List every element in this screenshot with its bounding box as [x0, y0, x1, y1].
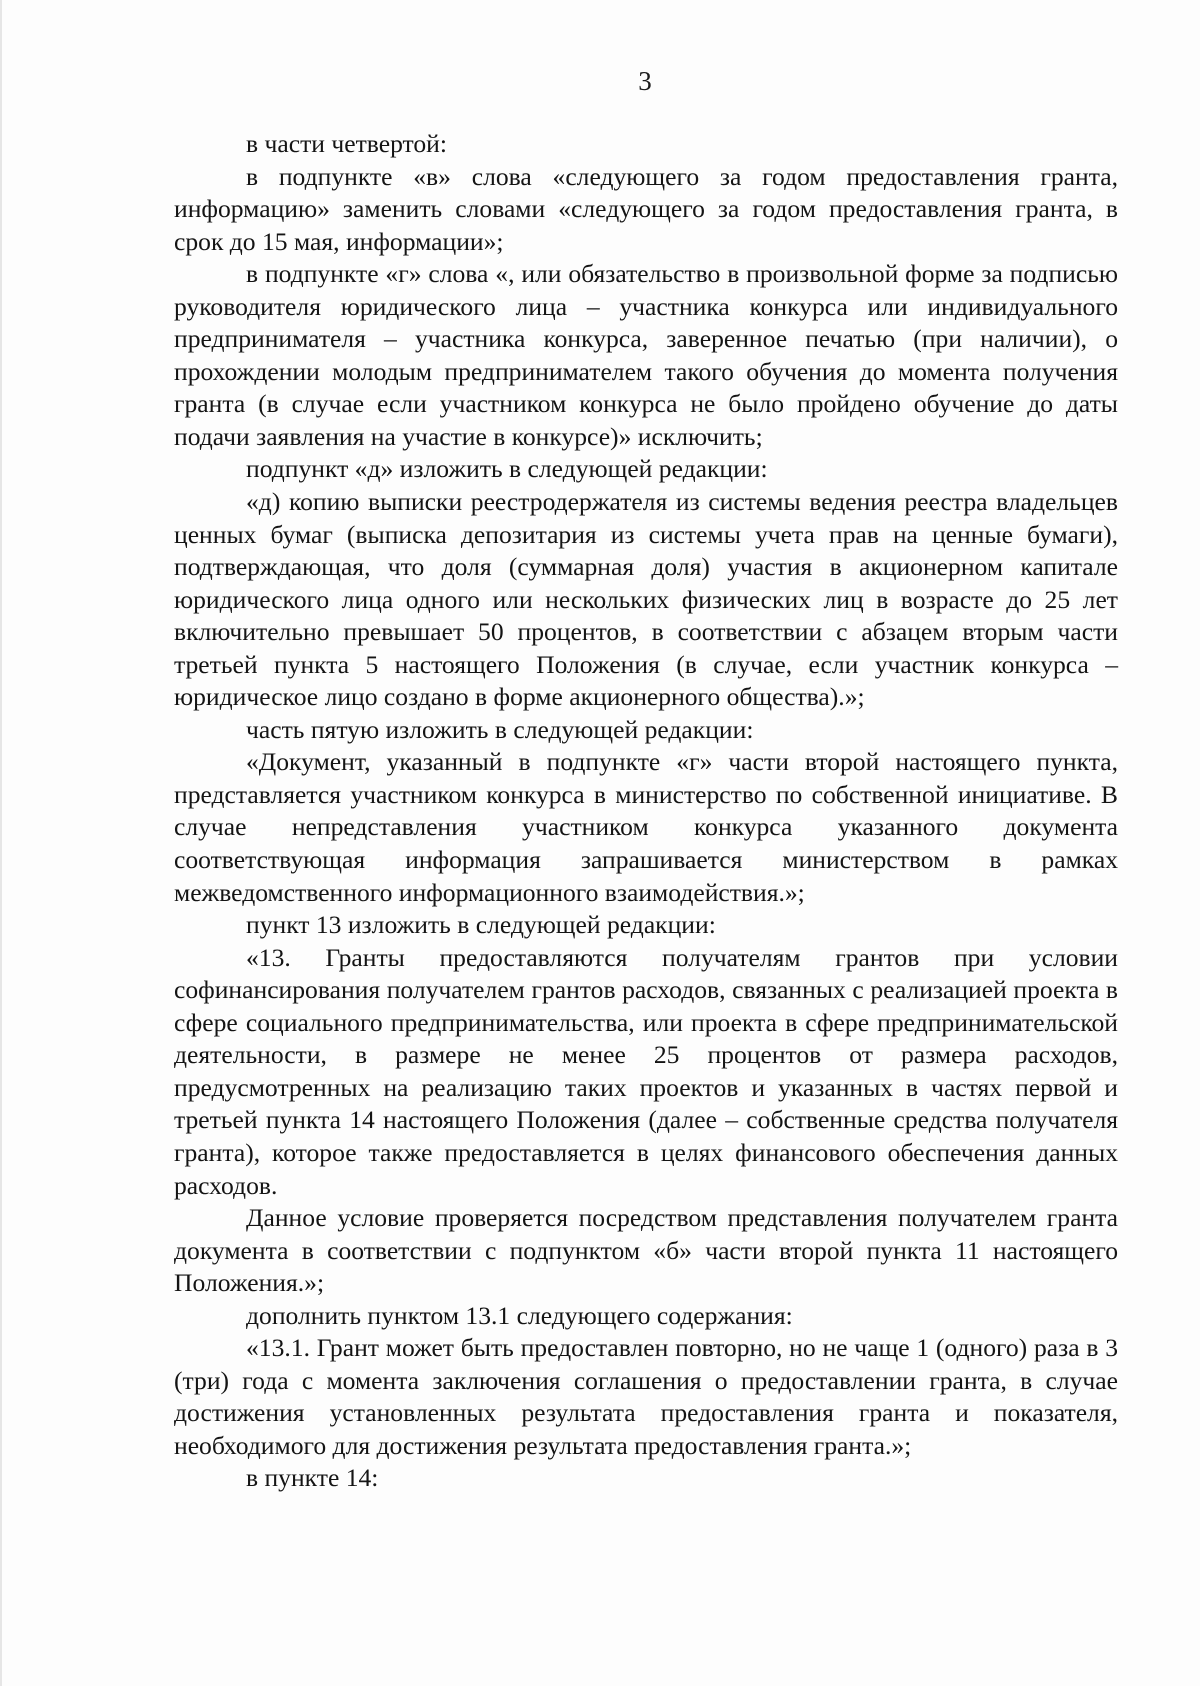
paragraph: подпункт «д» изложить в следующей редакции: — [246, 454, 768, 484]
paragraph: «13.1. Грант может быть предоставлен повторно, но не чаще 1 (одного) раза в 3 (три) года с момента заключения соглашения о предоставлении гранта, в случае достижения установленных результата предоставления гранта и показателя, необходимого для достижения результата предоставления гранта.»; — [174, 1333, 1118, 1460]
paragraph: «Документ, указанный в подпункте «г» части второй настоящего пункта, представляется участником конкурса в министерство по собственной инициативе. В случае непредставления участником конкурса указанного документа соответствующая информация запрашивается министерством в рамках межведомственного информационного взаимодействия.»; — [174, 747, 1118, 907]
paragraph: «д) копию выписки реестродержателя из системы ведения реестра владельцев ценных бумаг (выписка депозитария из системы учета прав на ценные бумаги), подтверждающая, что доля (суммарная доля) участия в акционерном капитале юридического лица одного или нескольких физических лиц в возрасте до 25 лет включительно превышает 50 процентов, в соответствии с абзацем вторым части третьей пункта 5 настоящего Положения (в случае, если участник конкурса – юридическое лицо создано в форме акционерного общества).»; — [174, 487, 1118, 712]
paragraph: в подпункте «г» слова «, или обязательство в произвольной форме за подписью руководителя юридического лица – участника конкурса или индивидуального предпринимателя – участника конкурса, заверенное печатью (при наличии), о прохождении молодым предпринимателем такого обучения до момента получения гранта (в случае если участником конкурса не было пройдено обучение до даты подачи заявления на участие в конкурсе)» исключить; — [174, 259, 1118, 451]
paragraph: в подпункте «в» слова «следующего за годом предоставления гранта, информацию» заменить словами «следующего за годом предоставления гранта, в срок до 15 мая, информации»; — [174, 161, 1118, 256]
paragraph: Данное условие проверяется посредством представления получателем гранта документа в соответствии с подпунктом «б» части второй пункта 11 настоящего Положения.»; — [174, 1203, 1118, 1298]
paragraph: пункт 13 изложить в следующей редакции: — [246, 910, 716, 940]
page-number: 3 — [638, 66, 652, 96]
paragraph: «13. Гранты предоставляются получателям грантов при условии софинансирования получателем грантов расходов, связанных с реализацией проекта в сфере социального предпринимательства, или проекта в сфере предпринимательской деятельности, в размере не менее 25 процентов от размера расходов, предусмотренных на реализацию таких проектов и указанных в частях первой и третьей пункта 14 настоящего Положения (далее – собственные средства получателя гранта), которое также предоставляется в целях финансового обеспечения данных расходов. — [174, 942, 1118, 1200]
paragraph: в части четвертой: — [246, 129, 447, 158]
document-body — [174, 128, 1118, 1495]
paragraph: дополнить пунктом 13.1 следующего содержания: — [246, 1300, 793, 1330]
paragraph: часть пятую изложить в следующей редакции: — [246, 714, 754, 744]
paragraph: в пункте 14: — [246, 1463, 379, 1493]
